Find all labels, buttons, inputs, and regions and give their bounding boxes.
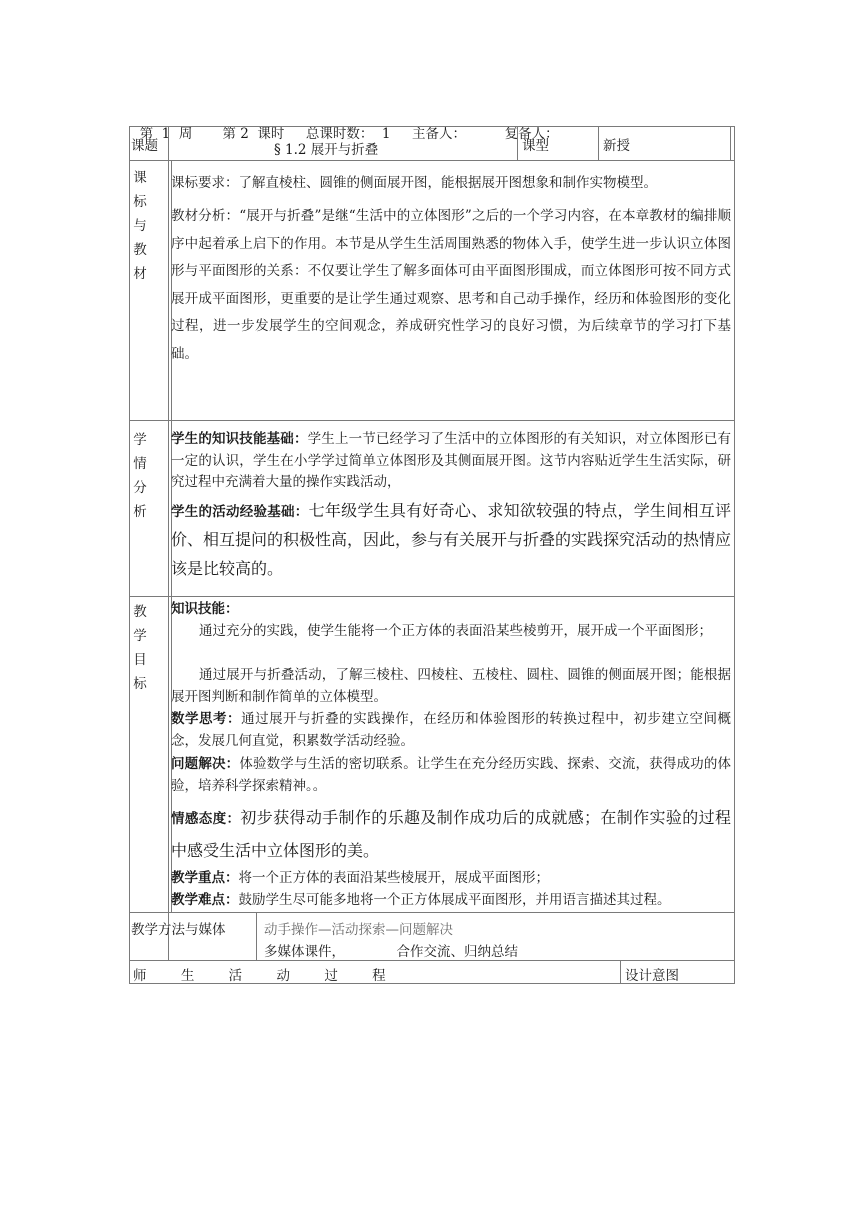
experience-title: 学生的活动经验基础： — [171, 504, 309, 520]
lesson-type-value: 新授 — [603, 138, 630, 154]
goal-emotion: 情感态度：初步获得动手制作的乐趣及制作成功后的成就感；在制作实验的过程中感受生活中立体图形的美。 — [171, 808, 731, 860]
students-knowledge — [171, 429, 731, 494]
standard-requirement: 课标要求：了解直棱柱、圆锥的侧面展开图，能根据展开图想象和制作实物模型。 — [171, 175, 657, 191]
topic-label: 课题 — [131, 138, 158, 154]
knowledge-title: 学生的知识技能基础： — [171, 431, 308, 447]
column-divider — [256, 912, 257, 960]
students-label: 学 情 分 析 — [133, 432, 147, 520]
students-experience — [171, 497, 731, 584]
process-label: 师 生 活 动 过 程 — [133, 968, 386, 984]
column-divider — [168, 126, 169, 960]
header-host: 主备人： — [411, 126, 466, 142]
column-divider — [517, 126, 518, 160]
header-lesson: 第 2 课时 — [222, 126, 285, 142]
row-divider — [129, 596, 735, 597]
goal-problem: 问题解决：体验数学与生活的密切联系。让学生在充分经历实践、探索、交流，获得成功的体验，培养科学探索精神。。 — [171, 756, 731, 794]
column-divider — [730, 126, 731, 160]
textbook-analysis: 教材分析：“展开与折叠”是继“生活中的立体图形”之后的一个学习内容，在本章教材的编排顺序中起着承上启下的作用。本节是从学生生活周围熟悉的物体入手，使学生进一步认识立体图形与平面图形的关系：不仅要让学生了解多面体可由平面图形围成，而立体图形可按不同方式展开成平面图形，更重要的是让学生通过观察、思考和自己动手操作，经历和体验图形的变化过程，进一步发展学生的空间观念，养成研究性学习的良好习惯，为后续章节的学习打下基础。 — [171, 208, 731, 362]
standard-label: 课 标 与 教 材 — [133, 170, 147, 282]
method-line-1: 动手操作—活动探索—问题解决 — [264, 922, 453, 938]
row-divider — [129, 912, 735, 913]
method-line-2: 多媒体课件， 合作交流、归纳总结 — [264, 944, 518, 960]
goal-difficulty: 教学难点：鼓励学生尽可能多地将一个正方体展成平面图形，并用语言描述其过程。 — [171, 892, 671, 908]
header-total: 总课时数： 1 — [305, 126, 391, 142]
design-intent-label: 设计意图 — [625, 968, 679, 984]
header-week: 第 1 周 — [139, 126, 193, 142]
column-divider — [620, 960, 621, 984]
knowledge-text: 学生上一节已经学习了生活中的立体图形的有关知识，对立体图形已有一定的认识，学生在小学学过简单立体图形及其侧面展开图。这节内容贴近学生生活实际，研究过程中充满着大量的操作实践活动， — [171, 431, 731, 490]
goal-skill-1: 通过充分的实践，使学生能将一个正方体的表面沿某些棱剪开，展开成一个平面图形； — [199, 623, 712, 639]
row-divider — [129, 420, 735, 421]
goal-skill-title: 知识技能： — [171, 601, 239, 617]
row-divider — [129, 960, 735, 961]
column-divider — [598, 126, 599, 160]
header-co: 复备人： — [504, 126, 559, 142]
topic-value: § 1.2 展开与折叠 — [274, 142, 379, 158]
goals-label: 教 学 目 标 — [133, 604, 147, 692]
goal-math: 数学思考：通过展开与折叠的实践操作，在经历和体验图形的转换过程中，初步建立空间概念，发展几何直觉，积累数学活动经验。 — [171, 711, 732, 749]
experience-text: 七年级学生具有好奇心、求知欲较强的特点，学生间相互评价、相互提问的积极性高，因此，参与有关展开与折叠的实践探究活动的热情应该是比较高的。 — [171, 501, 732, 578]
goal-key-point: 教学重点：将一个正方体的表面沿某些棱展开，展成平面图形； — [171, 870, 549, 886]
goal-skill-2: 通过展开与折叠活动，了解三棱柱、四棱柱、五棱柱、圆柱、圆锥的侧面展开图；能根据展开图判断和制作简单的立体模型。 — [171, 667, 731, 705]
row-divider — [129, 160, 735, 161]
lesson-type-label: 课型 — [522, 138, 549, 154]
method-label: 教学方法与媒体 — [131, 922, 226, 938]
